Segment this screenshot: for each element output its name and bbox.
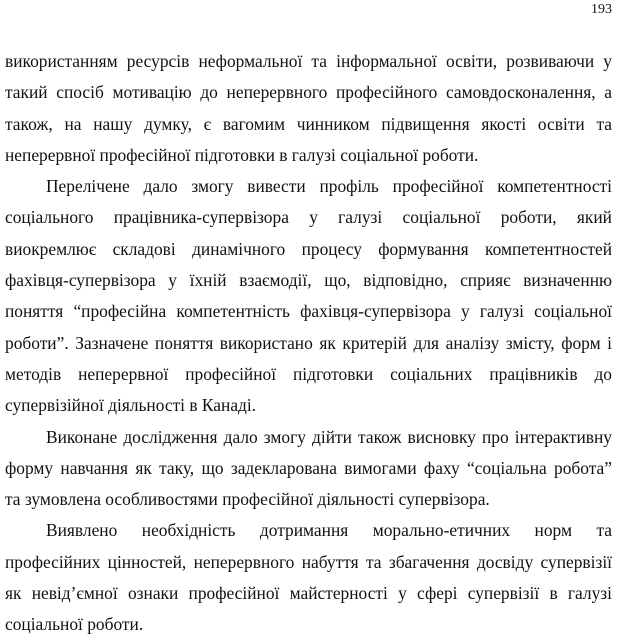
text-line: супервізійної діяльності в Канаді. — [5, 395, 257, 416]
text-line: фахівця-супервізора у їхній взаємодії, що, відповідно, сприяє визначенню — [5, 270, 612, 291]
text-line: Виявлено необхідність дотримання морально-етичних норм та — [46, 520, 612, 541]
body-text — [5, 46, 612, 641]
paragraph-3 — [5, 422, 612, 516]
text-line: також, на нашу думку, є вагомим чинником підвищення якості освіти та — [5, 113, 612, 134]
text-line: методів неперервної професійної підготовки соціальних працівників до — [5, 363, 612, 384]
text-line: соціального працівника-супервізора у галузі соціальної роботи, який — [5, 207, 612, 228]
text-line: соціальної роботи. — [5, 614, 144, 635]
text-line: такий спосіб мотивацію до неперервного професійного самовдосконалення, а — [5, 82, 612, 103]
text-line: як невід’ємної ознаки професійної майстерності у сфері супервізії в галузі — [5, 583, 612, 604]
text-line: форму навчання як таку, що задекларована вимогами фаху “соціальна робота” — [5, 457, 612, 478]
text-line: професійних цінностей, неперервного набуття та збагачення досвіду супервізії — [5, 551, 612, 572]
text-line: роботи”. Зазначене поняття використано як критерій для аналізу змісту, форм і — [5, 332, 612, 353]
paragraph-1 — [5, 46, 612, 171]
text-line: виокремлює складові динамічного процесу формування компетентностей — [5, 238, 612, 259]
text-line: неперервної професійної підготовки в галузі соціальної роботи. — [5, 144, 479, 165]
text-line: поняття “професійна компетентність фахівця-супервізора у галузі соціальної — [5, 301, 612, 322]
text-line: Перелічене дало змогу вивести профіль професійної компетентності — [46, 176, 612, 197]
paragraph-2 — [5, 171, 612, 421]
text-line: Виконане дослідження дало змогу дійти також висновку про інтерактивну — [46, 426, 612, 447]
page-number: 193 — [591, 2, 612, 17]
paragraph-4 — [5, 515, 612, 640]
text-line: та зумовлена особливостями професійної діяльності супервізора. — [5, 489, 490, 510]
text-line: використанням ресурсів неформальної та інформальної освіти, розвиваючи у — [5, 51, 612, 71]
